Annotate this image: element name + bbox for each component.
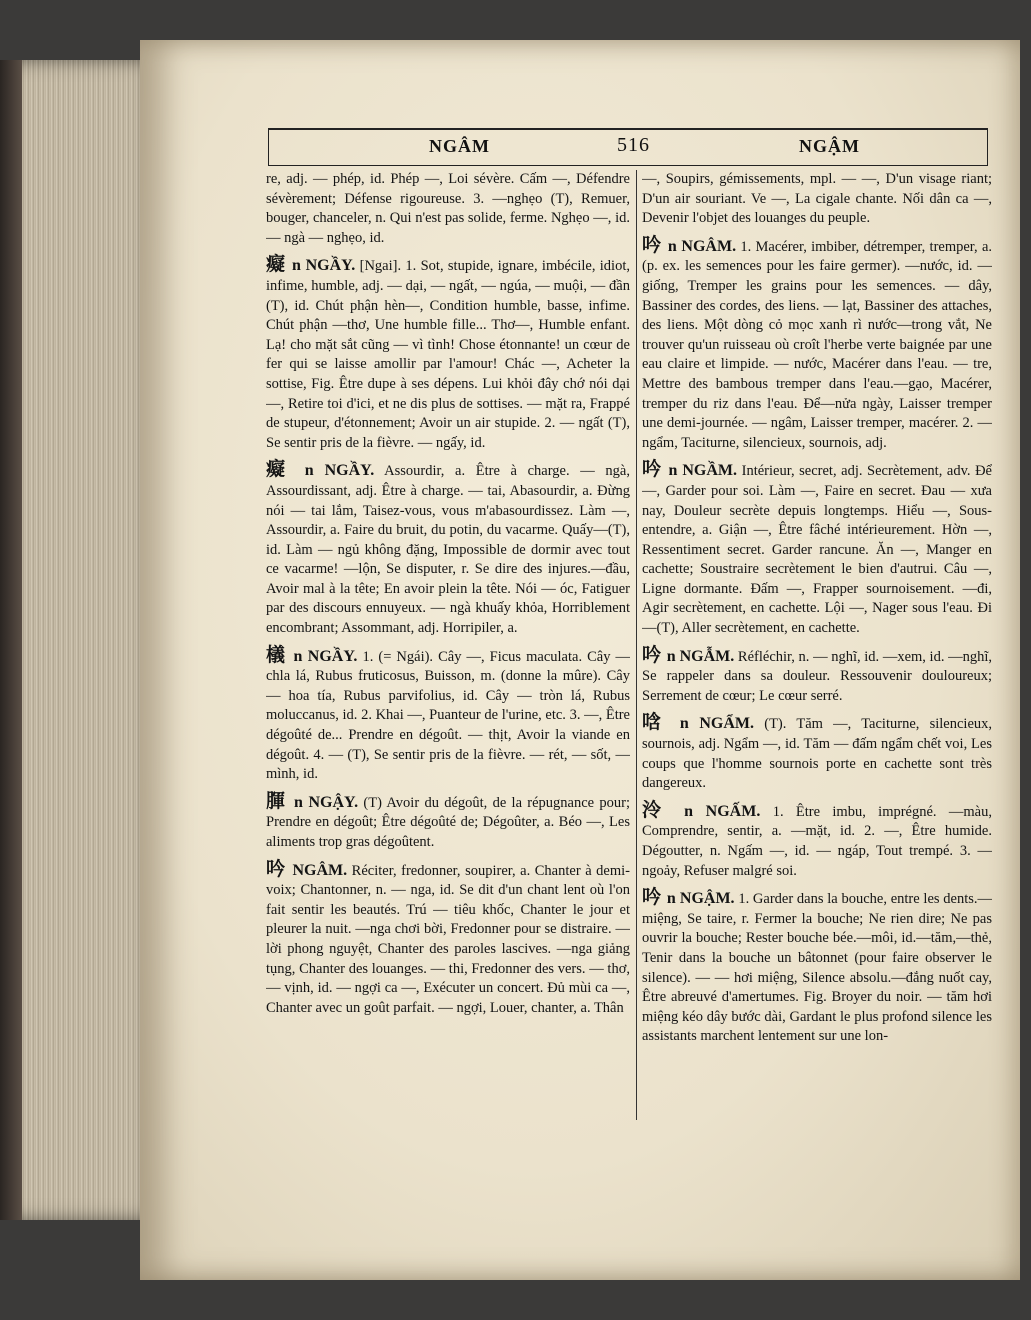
entry-hanzi: 腪 — [266, 790, 287, 812]
entry-text: (T) Avoir du dégoût, de la répugnance pour; Prendre en dégoût; Être dégoûté de; Dégoûter, a. Béo —, Les aliments trop gras dégoûtent. — [266, 794, 630, 850]
entry-headword: n NGẬY. — [293, 793, 359, 811]
entry-text: 1. (= Ngái). Cây —, Ficus maculata. Cây — chla lá, Rubus fruticosus, Buisson, m. (donne la mûre). Cây — hoa tía, Rubus parvifolius, id. Cây — tròn lá, Rubus moluccanus, id. 2. Khai —, Puanteur de l'urine, etc. 3. —, Être dégoûté de... Prendre en dégoût. — thịt, Avoir la viande en dégoût. 4. — (T), Se sentir pris de la fièvre. — rét, — sốt, — mình, id. — [266, 648, 630, 783]
page-number: 516 — [617, 134, 650, 156]
dictionary-entry — [642, 170, 992, 229]
entry-headword: n NGẦY. — [304, 462, 375, 480]
entry-hanzi: 癡 — [266, 254, 286, 276]
dictionary-entry — [266, 646, 630, 785]
entry-headword: n NGẨM. — [679, 715, 754, 733]
entry-text: (T). Tăm —, Taciturne, silencieux, sournois, adj. Ngẩm —, id. Tăm — đấm ngẩm chết voi, Les coups que l'homme sournois porte en cachette sont très dangereux. — [642, 716, 992, 792]
entry-text: —, Soupirs, gémissements, mpl. — —, D'un visage riant; D'un air souriant. Ve —, La cigale chante. Nối dân ca —, Devenir l'objet des louanges du peuple. — [642, 171, 992, 227]
entry-text: [Ngai]. 1. Sot, stupide, ignare, imbécile, idiot, infime, humble, adj. — dại, — ngất, — ngúa, — muội, — đần (T), id. Chút phận hèn—, Condition humble, basse, infime. Chút phận —thơ, Une humble fille... Thơ—, Humble enfant. Lạ! cho mặt sắt cũng — vì tình! Chose étonnante! un cœur de fer qui se laisse amollir par l'amour! Chác —, Acheter la sottise, Fig. Être dupe à ses dépens. Lui khỏi đây chớ nói dại—, Retire toi d'ici, et ne dis plus de sottises. — mặt ra, Frappé de stupeur, d'étonnement; Avoir un air stupide. 2. — ngất (T), Se sentir pris de la fièvre. — ngấy, id. — [266, 258, 630, 451]
entry-hanzi: 吟 — [642, 459, 662, 481]
entry-text: 1. Macérer, imbiber, détremper, tremper, a. (p. ex. les semences pour les faire germer). —nước, id. —giống, Tremper les grains pour les semences. — dây, Bassiner des cordes, des liens. — lạt, Bassiner des attaches, des liens. Một dòng cỏ mọc xanh rì nước—trong vắt, Ne trouver qu'un ruisseau où croît l'herbe verte baignée par une eau claire et limpide. — nước, Macérer dans l'eau. — tre, Mettre des bambous tremper dans l'eau.—gạo, Macérer, tremper du riz dans l'eau. Để—nửa ngày, Laisser tremper une demi-journée. — ngâm, Laisser tremper, macérer. 2. — ngẩm, Taciturne, silencieux, sournois, adj. — [642, 238, 992, 451]
entry-headword: n NGẪM. — [666, 647, 735, 665]
right-column — [642, 170, 992, 1120]
entry-hanzi: 癡 — [266, 459, 293, 481]
column-divider — [636, 170, 637, 1120]
entry-hanzi: 吟 — [642, 234, 662, 256]
entry-text: Assourdir, a. Être à charge. — ngà, Assourdissant, adj. Être à charge. — tai, Abasourdir, a. Đừng nói — tai lắm, Taisez-vous, vous m'abasourdissez. Làm —, Assourdir, a. Faire du bruit, du potin, du vacarme. Quấy—(T), id. Làm — ngủ không đặng, Impossible de dormir avec tout ce vacarme! —lộn, Se disputer, r. Se dire des injures.—đầu, Avoir mal à la tête; En avoir plein la tête. Nói — óc, Fatiguer par des discours ennuyeux. — ngà khuấy khỏa, Horriblement encombrant; Assommant, adj. Horripiler, a. — [266, 463, 630, 637]
entry-text: 1. Garder dans la bouche, entre les dents.—miệng, Se taire, r. Fermer la bouche; Ne rien dire; Ne pas ouvrir la bouche; Rester bouche bée.—môi, id.—tăm,—thẻ, Tenir dans la bouche un bâtonnet (pour faire observer le silence). — — hơi miệng, Silence absolu.—đắng nuốt cay, Être abreuvé d'amertumes. Fig. Broyer du noir. — tăm hơi miệng kéo dây bước dài, Gardant le plus profond silence les assistants marchent lentement sur une lon- — [642, 891, 992, 1045]
dictionary-entry — [266, 860, 630, 1019]
book-page-edges — [0, 60, 150, 1220]
left-column — [266, 170, 630, 1120]
entry-text: Réciter, fredonner, soupirer, a. Chanter à demi-voix; Chantonner, n. — nga, id. Se dit d'un chant lent où l'on fait sentir les beautés. Trú — tiêu khốc, Chanter le jour et pleurer la nuit. —nga chơi bời, Fredonner pour se distraire. —lời phong nguyệt, Chanter des paroles lascives. —nga giảng tụng, Chanter des louanges. — thi, Fredonner des vers. — thơ, — vịnh, id. — ngợi ca —, Exécuter un concert. Đủ mùi ca —, Chanter avec un goût parfait. — ngợi, Louer, chanter, a. Thân — [266, 862, 630, 1016]
entry-text: Intérieur, secret, adj. Secrètement, adv. Để —, Garder pour soi. Làm —, Faire en secret. Đau — xưa nay, Douleur secrète depuis longtemps. Hiểu —, Sous-entendre, a. Giận —, Être fâché intérieurement. Hờn —, Ressentiment secret. Garder rancune. Ăn —, Manger en cachette; Soustraire secrètement le bien d'autrui. Câu —, Ligne dormante. Đấm —, Frapper sournoisement. —đi, Agir secrètement, en cachette. Lội —, Nager sous l'eau. Đi—(T), Aller secrètement, en cachette. — [642, 463, 992, 637]
entry-hanzi: 吟 — [266, 858, 286, 880]
entry-headword: n NGẦM. — [668, 462, 738, 480]
entry-text: re, adj. — phép, id. Phép —, Loi sévère. Cấm —, Défendre sévèrement; Défense rigoureuse. 3. —nghẹo (T), Remuer, bouger, chanceler, n. Qui n'est pas solide, ferme. Nghẹo —, id. — ngà — nghẹo, id. — [266, 171, 630, 246]
header-right-word: NGẬM — [799, 136, 860, 156]
dictionary-entry — [266, 460, 630, 638]
entry-hanzi: 泠 — [642, 799, 670, 821]
entry-headword: n NGẤM. — [684, 802, 761, 820]
dictionary-entry — [642, 801, 992, 881]
entry-headword: n NGÂM. — [667, 237, 737, 255]
dictionary-entry — [642, 713, 992, 793]
dictionary-entry — [266, 170, 630, 248]
dictionary-entry — [642, 888, 992, 1047]
entry-headword: n NGẦY. — [292, 257, 356, 275]
entry-hanzi: 吟 — [642, 887, 662, 909]
header-left-word: NGÂM — [429, 136, 490, 156]
entry-text: 1. Être imbu, imprégné. —màu, Comprendre, sentir, a. —mặt, id. 2. —, Être humide. Dégoutter, n. Ngấm —, id. — ngáp, Tout trempé. 3. — ngoảy, Refuser malgré soi. — [642, 803, 992, 879]
entry-hanzi: 吟 — [642, 644, 662, 666]
running-header — [268, 128, 988, 166]
entry-headword: NGÂM. — [292, 861, 348, 879]
dictionary-entry — [642, 236, 992, 454]
dictionary-entry — [642, 460, 992, 638]
dictionary-entry — [266, 792, 630, 853]
entry-headword: n NGẬM. — [666, 890, 735, 908]
entry-hanzi: 唅 — [642, 712, 668, 734]
entry-headword: n NGẦY. — [293, 647, 358, 665]
dictionary-entry — [642, 646, 992, 707]
entry-hanzi: 檥 — [266, 644, 287, 666]
entry-text: Réfléchir, n. — nghĩ, id. —xem, id. —nghĩ, Se rappeler dans sa douleur. Ressouvenir douloureux; Serrement de cœur; Le cœur serré. — [642, 648, 992, 704]
dictionary-entry — [266, 255, 630, 453]
